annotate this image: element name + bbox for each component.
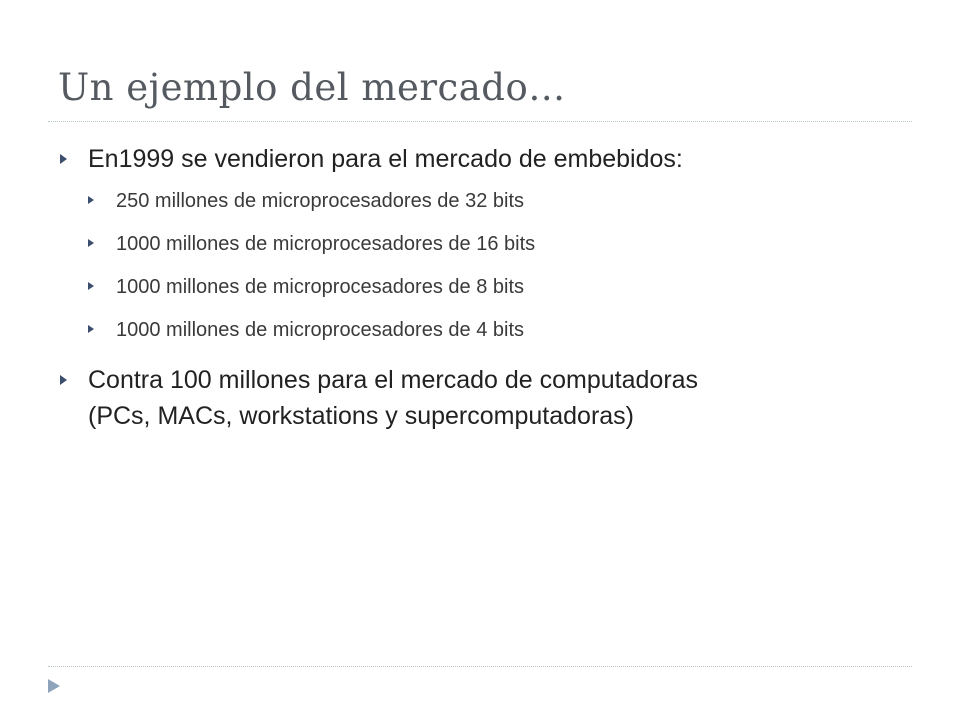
title-divider bbox=[48, 121, 912, 122]
sub-bullet-text: 250 millones de microprocesadores de 32 bits bbox=[116, 190, 524, 212]
sub-bullet-item bbox=[116, 188, 524, 214]
bullet-text: En1999 se vendieron para el mercado de embebidos: bbox=[88, 145, 683, 173]
sub-bullet-item bbox=[116, 274, 524, 300]
sub-bullet-arrow-icon bbox=[88, 239, 94, 247]
bullet-text-continuation bbox=[88, 400, 634, 432]
bullet-text: Contra 100 millones para el mercado de computadoras bbox=[88, 366, 699, 394]
sub-bullet-arrow-icon bbox=[88, 325, 94, 333]
slide-title: Un ejemplo del mercado… bbox=[58, 66, 566, 109]
bullet-arrow-icon bbox=[60, 154, 67, 164]
bullet-item bbox=[88, 364, 698, 396]
sub-bullet-arrow-icon bbox=[88, 282, 94, 290]
corner-triangle-icon bbox=[48, 679, 60, 693]
footer-divider bbox=[48, 666, 912, 667]
bullet-text: (PCs, MACs, workstations y supercomputadoras) bbox=[88, 402, 635, 430]
sub-bullet-item bbox=[116, 231, 535, 257]
sub-bullet-text: 1000 millones de microprocesadores de 8 bits bbox=[116, 276, 524, 298]
sub-bullet-text: 1000 millones de microprocesadores de 16 bits bbox=[116, 233, 536, 255]
sub-bullet-text: 1000 millones de microprocesadores de 4 bits bbox=[116, 319, 524, 341]
sub-bullet-item bbox=[116, 317, 524, 343]
bullet-item bbox=[88, 143, 683, 175]
sub-bullet-arrow-icon bbox=[88, 196, 94, 204]
bullet-arrow-icon bbox=[60, 375, 67, 385]
